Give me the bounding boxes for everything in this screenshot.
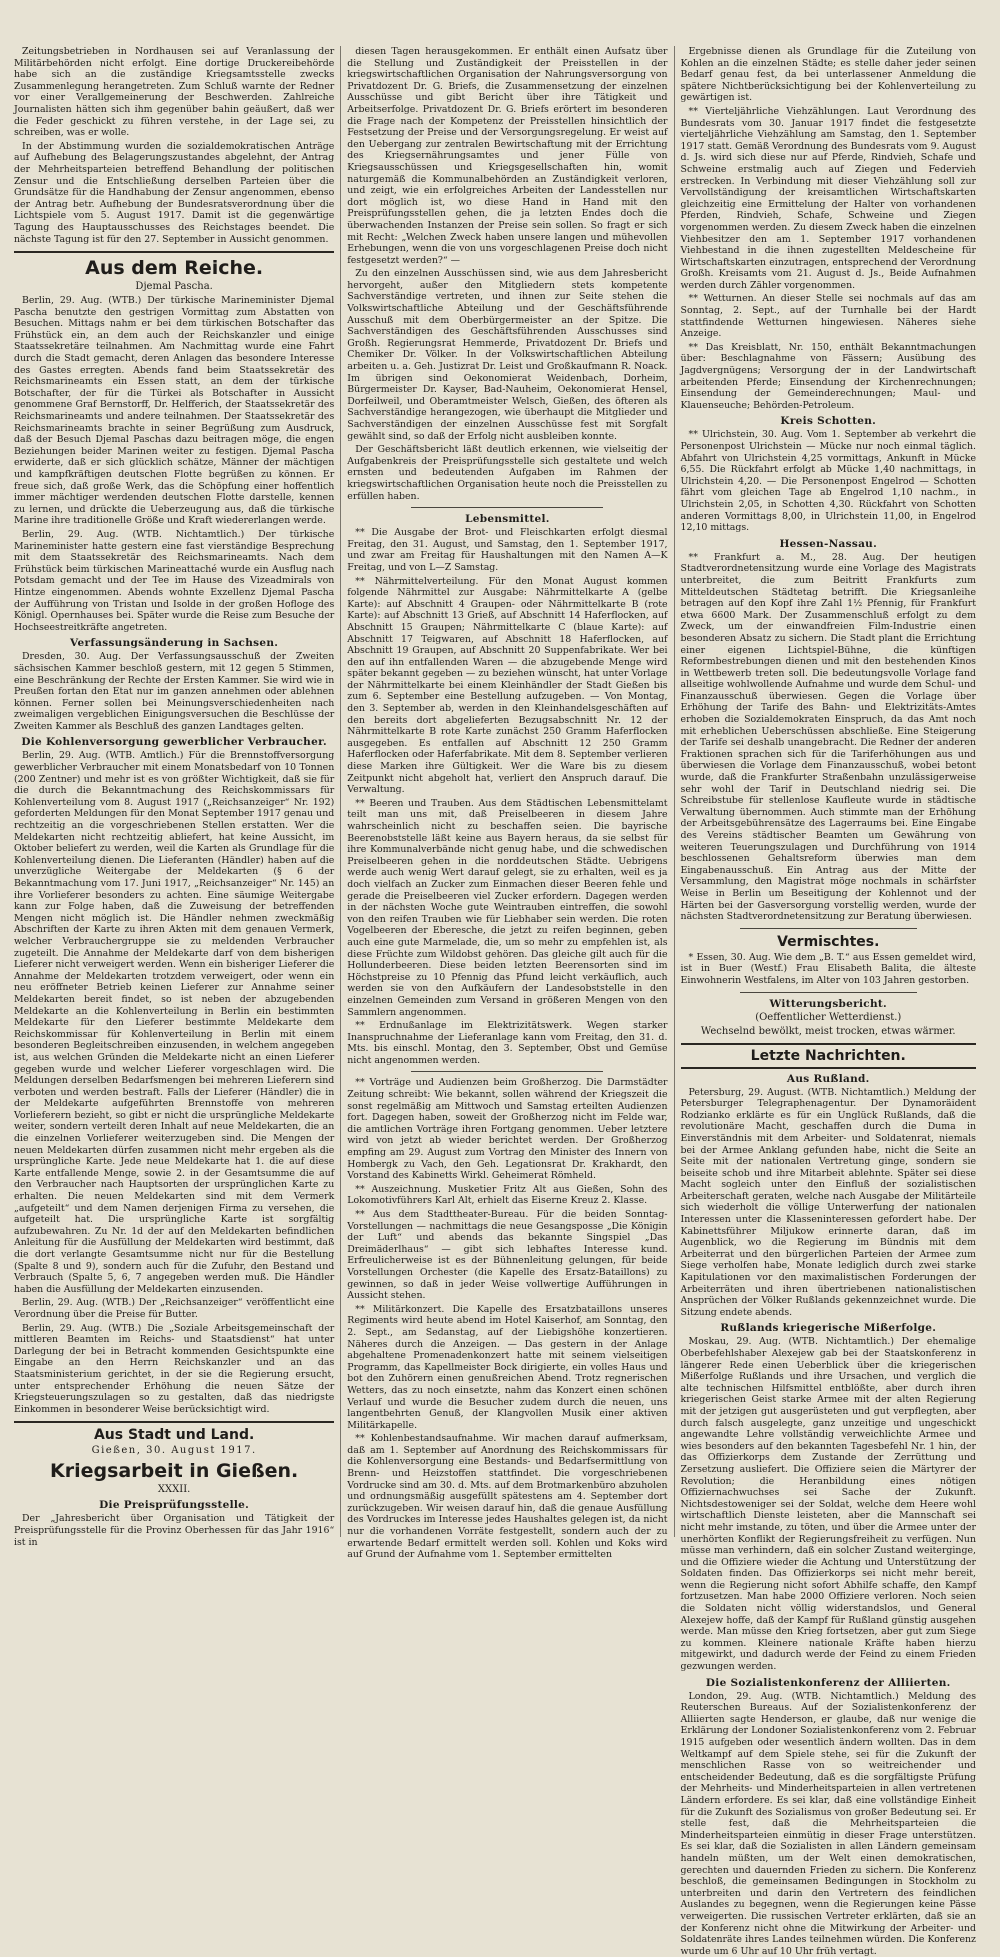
divider bbox=[411, 1071, 603, 1072]
dateline: Gießen, 30. August 1917. bbox=[91, 1445, 257, 1457]
article-naehrmittel: ** Nährmittelverteilung. Für den Monat August kommen folgende Nährmittel zur Ausgabe: Nährmittelkarte A (gelbe Karte): auf Abschnitt 4 Graupen- oder Nährmittelkarte B (rote Karte): auf Abschnitt 13 Grieß, auf Abschnitt 14 Haferflocken, auf Abschnitt 15 Graupen; Nährmittelkarte C (blaue Karte): auf Abschnitt 17 Teigwaren, auf Abschnitt 18 Haferflocken, auf Abschnitt 19 Graupen, auf Abschnitt 20 Suppenfabrikate. Wer bei den auf ihn entfallenden Waren — die abzugebende Menge wird später bekannt gegeben — zu beziehen wünscht, hat unter Vorlage der Nährmittelkarte bei einem Kleinhändler der Stadt Gießen bis zum 6. September eine Bestellung aufzugeben. — Von Montag, den 3. September ab, werden in den Kleinhandelsgeschäften auf den bereits dort abgelieferten Bezugsabschnitt Nr. 12 der Nährmittelkarte B rote Karte zunächst 250 Gramm Haferflocken ausgegeben. Es entfallen auf Abschnitt 12 250 Gramm Haferflocken oder Haferfabrikate. Mit dem 8. September verlieren diese Marken ihre Gültigkeit. Wer die Ware bis zu diesem Zeitpunkt nicht abgeholt hat, verliert den Anspruch darauf. Die Verwaltung. bbox=[347, 575, 668, 796]
article-zensur-vote: In der Abstimmung wurden die sozialdemokratischen Anträge auf Aufhebung des Belagerungszustandes abgelehnt, der Antrag der Mehrheitsparteien betreffend Behandlung der politischen Zensur und die Entschließung derselben Parteien über die Grundsätze für die Handhabung der Zensur angenommen, ebenso der Antrag betr. Aufhebung der Bundesratsverordnung über die Lichtspiele vom 5. August 1917. Damit ist die gegenwärtige Tagung des Hauptausschusses des Reichstages beendet. Die nächste Tagung ist für den 27. September in Aussicht genommen. bbox=[14, 140, 335, 245]
article-viehzaehlung: ** Vierteljährliche Viehzählungen. Laut Verordnung des Bundesrats vom 30. Januar 1917 findet die festgesetzte vierteljährliche Viehzählung am Samstag, den 1. September 1917 statt. Gemäß Verordnung des Bundesrats vom 9. August d. Js. wird sich diese nur auf Pferde, Rindvieh, Schafe und Schweine erstmalig auch auf Ziegen und Federvieh erstrecken. In Verbindung mit dieser Viehzählung soll zur Vervollständigung der kreisamtlichen Wirtschaftskarten gleichzeitig eine Ermittelung der Halter von vorhandenen Pferden, Rindvieh, Schafe, Schweine und Ziegen vorgenommen werden. Zu diesem Zweck haben die einzelnen Viehbesitzer den am 1. September 1917 vorhandenen Viehbestand in die ihnen zugestellten Meldescheine für Wirtschaftskarten einzutragen, entsprechend der Verordnung Großh. Kreisamts vom 21. August d. Js., Beide Aufnahmen werden durch Zähler vorgenommen. bbox=[680, 105, 976, 291]
divider bbox=[740, 928, 917, 929]
article-djemal-2: Berlin, 29. Aug. (WTB. Nichtamtlich.) Der türkische Marineminister hatte gestern eine fast vierständige Besprechung mit dem Staatssekretär des Reichsmarineamts. Nach dem Frühstück beim türkischen Marineattaché wurde ein Ausflug nach Potsdam gemacht und der Tee im Hause des Vizeadmirals von Hintze eingenommen. Abends wohnte Exzellenz Djemal Pascha der Aufführung von Tristan und Isolde in der großen Hofloge des Königl. Opernhauses bei. Später wurde die Reise zum Besuche der Hochseestreitkräfte angetreten. bbox=[14, 528, 335, 633]
article-kohle-3: Berlin, 29. Aug. (WTB.) Die „Soziale Arbeitsgemeinschaft der mittleren Beamten im Reichs- und Staatsdienst“ hat unter Darlegung der bei in Betracht kommenden Gesichtspunkte eine Eingabe an den Herrn Reichskanzler und an das Staatsministerium gerichtet, in der sie die Regierung ersucht, unter entsprechender Erhöhung die neuen Sätze der Kriegsteuerungszulagen so zu gestalten, daß das niedrigste Einkommen in besonderer Weise berücksichtigt wird. bbox=[14, 1322, 335, 1415]
article-djemal-1: Berlin, 29. Aug. (WTB.) Der türkische Marineminister Djemal Pascha benutzte den gestrigen Vormittag zum Abstatten von Besuchen. Mittags nahm er bei dem türkischen Botschafter das Frühstück ein, an dem auch der Reichskanzler und einige Staatssekretäre teilnahmen. Am Nachmittag wurde eine Fahrt durch die Stadt gemacht, deren Anlagen das besondere Interesse des Gastes erregten. Abends fand beim Staatssekretär des Reichsmarineamts ein Essen statt, an dem der türkische Botschafter, der für die Türkei als Botschafter in Aussicht genommene Graf Bernstorff, Dr. Helfferich, der Staatssekretär des Reichsmarineamts und andere teilnahmen. Der Staatssekretär des Reichsmarineamts brachte in seiner Begrüßung zum Ausdruck, daß der Besuch Djemal Paschas dazu beitragen möge, die engen Beziehungen beider Marinen weiter zu festigen. Djemal Pascha erwiderte, daß er sich glücklich schätze, Männer der mächtigen und kampfkräftigen deutschen Flotte begrüßen zu können. Er freue sich, daß große Werk, das die Schöpfung einer hoffentlich immer mächtiger werdenden deutschen Flotte darstelle, kennen zu lernen, und drückte die Ueberzeugung aus, daß die türkische Marine ihre traditionelle Größe und Kraft wiedererlangen werde. bbox=[14, 295, 335, 527]
divider bbox=[411, 507, 603, 508]
headline-lebensmittel: Lebensmittel. bbox=[465, 513, 550, 526]
article-frankfurt: ** Frankfurt a. M., 28. Aug. Der heutigen Stadtverordnetensitzung wurde eine Vorlage des Magistrats unterbreitet, die zum Beitritt Frankfurts zum Mitteldeutschen Städtetag betrifft. Die Kriegsanleihe betragen auf den Kopf ihre Zahl 1½ Pfennig, für Frankfurt etwa 6600 Mark. Der Zusammenschluß erfolgt zu dem Zweck, um der einwandfreien Film-Industrie einen besonderen Absatz zu sichern. Die Stadt plant die Errichtung einer eigenen Lichtspiel-Bühne, die künftigen Reformbestrebungen dienen und mit den bestehenden Kinos in Wettbewerb treten soll. Die bedeutungsvolle Vorlage fand allseitige wohlwollende Aufnahme und wurde dem Schul- und Finanzausschuß überwiesen. Gegen die Vorlage über Erhöhung der Tarife des Bahn- und Elektrizitäts-Amtes erhoben die Sozialdemokraten Einspruch, da das Amt noch mit erheblichen Ueberschüssen abschließe. Eine Steigerung der Tarife sei deshalb unangebracht. Die Redner der anderen Fraktionen sprachen sich für die Tariferhöhungen aus und überwiesen die Vorlage dem Finanzausschuß, wobei betont wurde, daß die Frankfurter Straßenbahn unzulässigerweise sehr wohl der Tarif in Deutschland niedrig sei. Die Schreibstube für stellenlose Kaufleute wurde in städtische Verwaltung übernommen. Auch stimmte man der Erhöhung der Arbeitsgebührensätze des Lagerraums bei. Eine Eingabe des Vereins städtischer Beamten um Gewährung von weiteren Teuerungszulagen und Durchführung von 1914 beschlossenen Gehaltsreform überwies man dem Eingabenausschuß. Ein Antrag aus der Mitte der Versammlung, den Magistrat möge nochmals in schärfster Weise in Berlin um Beseitigung der Kohlennot und der Härten bei der Gasversorgung vorstellig werden, wurde der nächsten Stadtverordnetensitzung zur Beratung überwiesen. bbox=[680, 551, 976, 923]
series-number: XXXII. bbox=[157, 1484, 191, 1496]
article-moskau: Moskau, 29. Aug. (WTB. Nichtamtlich.) Der ehemalige Oberbefehlshaber Alexejew gab bei der Staatskonferenz in längerer Rede einen Ueberblick über die kriegerischen Mißerfolge Rußlands und ihre Ursachen, und verglich die alte technischen Hilfsmittel entblößte, aber durch ihren kriegerischen Geist starke Armee mit der alten Regierung mit der jetzigen gut ausgerüsteten und gut verpflegten, aber durch falsch ausgelegte, ganz unzeitige und ungeschickt angewandte Lehre vollständig verweichlichte Armee und wies besonders auf den bekannten Tagesbefehl Nr. 1 hin, der das Offizierkorps dem Zustande der Zerrüttung und Zersetzung ausliefert. Die Offiziere seien die Märtyrer der Revolution; die Heranbildung eines nötigen Offiziernachwuchses sei Sache der Zukunft. Nichtsdestoweniger sei der Soldat, welche dem Heere wohl wirtschaftlich Dienste leisteten, aber die Mannschaft sei nicht mehr imstande, zu töten, und über die Armee unter der unerhörten Konflikt der Regierungsfreiheit zu verfügen. Nun müsse man verhindern, daß ein solcher Zustand weiterginge, und die Offiziere wieder die Achtung und Unterstützung der Soldaten finden. Das Offizierkorps sei nicht mehr bereit, wenn die Regierung nicht sofort Abhilfe schaffe, den Kampf fortzusetzen. Man habe 2000 Offiziere verloren. Noch seien die Soldaten nicht völlig widerstandslos, und General Alexejew hoffe, daß der Kampf für Rußland günstig ausgehen werde. Man müsse den Krieg fortsetzen, aber gut zum Siege zu kommen. Kleinere nationale Kräfte haben hierzu mitgewirkt, und dadurch werde der Feind zu einem Frieden gezwungen werden. bbox=[680, 1336, 976, 1673]
headline-witterung-sub: (Oeffentlicher Wetterdienst.) bbox=[755, 1011, 902, 1023]
article-essen: * Essen, 30. Aug. Wie dem „B. T.“ aus Essen gemeldet wird, ist in Buer (Westf.) Frau Elisabeth Balita, die älteste Einwohnerin Westfalens, im Alter von 103 Jahren gestorben. bbox=[680, 951, 976, 986]
article-grossherzog: ** Vorträge und Audienzen beim Großherzog. Die Darmstädter Zeitung schreibt: Wie bekannt, sollen während der Kriegszeit die sonst regelmäßig am Mittwoch und Samstag erteilten Audienzen fort. Dagegen haben, soweit der Großherzog nicht im Felde war, die amtlichen Vorträge ihren Fortgang genommen. Ueber letztere wird von jetzt ab wieder berichtet werden. Der Großherzog empfing am 29. August zum Vortrag den Minister des Innern von Hombergk zu Vach, den Geh. Legationsrat Dr. Krakhardt, den Vorstand des Kabinetts Wirkl. Geheimerat Römheld. bbox=[347, 1077, 668, 1182]
article-auszeichnung: ** Auszeichnung. Musketier Fritz Alt aus Gießen, Sohn des Lokomotivführers Karl Alt, erhielt das Eiserne Kreuz 2. Klasse. bbox=[347, 1183, 668, 1207]
column-3 bbox=[675, 46, 982, 1957]
article-brotkarten: ** Die Ausgabe der Brot- und Fleischkarten erfolgt diesmal Freitag, den 31. August, und Samstag, den 1. September 1917, und zwar am Freitag für Haushaltungen mit den Namen A—K Freitag, und von L—Z Samstag. bbox=[347, 527, 668, 573]
column-1 bbox=[8, 46, 341, 1548]
section-divider bbox=[14, 1421, 334, 1423]
article-petersburg: Petersburg, 29. August. (WTB. Nichtamtlich.) Meldung der Petersburger Telegraphenagentur. Der Dynamoräident Rodzianko erklärte es für ein Unglück Rußlands, daß die revolutionäre Macht, geschaffen durch die Duma in Einverständnis mit dem Arbeiter- und Soldatenrat, niemals bei der Armee Anklang gefunden habe, nicht die Seite an Seite mit der nationalen Vertretung ginge, sondern sie beiseite schob und ihre Mitarbeit ablehnte. Später sei diese Macht sogleich unter den Einfluß der sozialistischen Arbeiterschaft geraten, welche nach Ausgabe der Militärteile sich wiederholt die völlige Unterwerfung der nationalen Interessen unter die Klasseninteressen gefordert habe. Der Kabinettsführer Miljukow erinnerte daran, daß im Augenblick, wo die Regierung im Bündnis mit dem Arbeiterrat und den bürgerlichen Parteien der Armee zum Siege verholfen habe, Monate lediglich durch zwei starke Kapitulationen vor den maximalistischen Forderungen der Arbeiterräten und ihren übertriebenen nationalistischen Ansprüchen der Völker Rußlands gekennzeichnet wurde. Die Sitzung endete abends. bbox=[680, 1086, 976, 1318]
article-preispruefung-1: diesen Tagen herausgekommen. Er enthält einen Aufsatz über die Stellung und Zuständigkeit der Preisstellen in der kriegswirtschaftlichen Organisation der Nahrungsversorgung von Privatdozent Dr. G. Briefs, die Zusammensetzung der einzelnen Ausschüsse und gibt Bericht über ihre Tätigkeit und Arbeitserfolge. Privatdozent Dr. G. Briefs erörtert im besonderen die Frage nach der Kompetenz der Preisstellen hinsichtlich der Festsetzung der Preise und der Versorgungsregelung. Er weist auf den Uebergang zur zentralen Bewirtschaftung mit der Errichtung des Kriegsernährungsamtes und jener Fülle von Kriegsausschüssen und Kriegsgesellschaften hin, womit naturgemäß die Kommunalbehörden an Zuständigkeit verloren, und zeigt, wie ein erfolgreiches Arbeiten der Landesstellen nur dort möglich ist, wo diese Hand in Hand mit den Preisprüfungsstellen gehen, die ja letzten Endes doch die überwachenden Instanzen der Preise sein sollen. So fragt er sich mit Recht: „Welchen Zweck haben unsere langen und mühevollen Erhebungen, wenn die von uns vorgeschlagenen Preise doch nicht festgesetzt werden?“ — bbox=[347, 46, 668, 266]
headline-russland-misserfolge: Rußlands kriegerische Mißerfolge. bbox=[720, 1322, 937, 1335]
article-wetturnen: ** Wetturnen. An dieser Stelle sei nochmals auf das am Sonntag, 2. Sept., auf der Turnhalle bei der Hardt stattfindende Wetturnen hingewiesen. Näheres siehe Anzeige. bbox=[680, 293, 976, 340]
article-kohlenbestand-end: Ergebnisse dienen als Grundlage für die Zuteilung von Kohlen an die einzelnen Städte; es stelle daher jeder seinen Bedarf genau fest, da bei unterlassener Anmeldung die spätere Nichtberücksichtigung bei der Kohlenverteilung zu gewärtigen ist. bbox=[680, 46, 976, 104]
headline-letzte-nachrichten: Letzte Nachrichten. bbox=[750, 1047, 906, 1064]
headline-djemal: Djemal Pascha. bbox=[135, 281, 213, 293]
section-divider bbox=[14, 251, 334, 253]
article-zensur-end: Zeitungsbetrieben in Nordhausen sei auf Veranlassung der Militärbehörden nicht erfolgt. Eine dortige Druckereibehörde habe sich an die zuständige Kriegsamtsstelle zwecks Zusammenlegung herangetreten. Zum Schluß warnte der Redner vor einer Verallgemeinerung der Beschwerden. Zahlreiche Journalisten hätten sich ihm gegenüber bahin geäußert, daß wer die Feder geschickt zu führen verstehe, in der Lage sei, zu schreiben, was er wolle. bbox=[14, 46, 335, 139]
article-stadttheater: ** Aus dem Stadttheater-Bureau. Für die beiden Sonntag-Vorstellungen — nachmittags die neue Gesangsposse „Die Königin der Luft“ und abends das bekannte Singspiel „Das Dreimäderlhaus“ — gibt sich lebhaftes Interesse kund. Erfreulicherweise ist es der Bühnenleitung gelungen, für beide Vorstellungen Orchester (die Kapelle des Ersatz-Bataillons) zu gewinnen, so daß in jeder Weise vollwertige Aufführungen in Aussicht stehen. bbox=[347, 1209, 668, 1302]
article-preispruefung-3: Der Geschäftsbericht läßt deutlich erkennen, wie vielseitig der Aufgabenkreis der Preisprüfungsstelle sich gestaltete und welch ernsten und bedeutenden Aufgaben im Rahmen der kriegswirtschaftlichen Organisation heute noch die Preisstellen zu erfüllen haben. bbox=[347, 444, 668, 502]
headline-witterung: Witterungsbericht. bbox=[769, 997, 888, 1010]
divider bbox=[740, 992, 917, 993]
section-title-reich: Aus dem Reiche. bbox=[85, 257, 264, 280]
article-preispruefung-start: Der „Jahresbericht über Organisation und Tätigkeit der Preisprüfungsstelle für die Provinz Oberhessen für das Jahr 1916“ ist in bbox=[14, 1513, 335, 1548]
headline-sozialistenkonferenz: Die Sozialistenkonferenz der Alliierten. bbox=[705, 1676, 951, 1689]
section-title-stadt: Aus Stadt und Land. bbox=[93, 1427, 255, 1444]
article-ulrichstein: ** Ulrichstein, 30. Aug. Vom 1. September ab verkehrt die Personenpost Ulrichstein — Mücke nur noch einmal täglich. Abfahrt von Ulrichstein 4,25 vormittags, Ankunft in Mücke 6,55. Die Rückfahrt erfolgt ab Mücke 1,40 nachmittags, in Ulrichstein 4,20. — Die Personenpost Engelrod — Schotten fährt vom gleichen Tage ab Engelrod 1,10 nachm., in Ulrichstein 2,05, in Schotten 4,30. Rückfahrt von Schotten anderen Vormittags 8,00, in Ulrichstein 11,00, in Engelrod 12,10 mittags. bbox=[680, 429, 976, 534]
article-erdnussanlage: ** Erdnußanlage im Elektrizitätswerk. Wegen starker Inanspruchnahme der Lieferanlage kann vom Freitag, den 31. d. Mts. bis einschl. Montag, den 3. September, Obst und Gemüse nicht angenommen werden. bbox=[347, 1020, 668, 1066]
article-kohlenbestand: ** Kohlenbestandsaufnahme. Wir machen darauf aufmerksam, daß am 1. September auf Anordnung des Reichskommissars für die Kohlenversorgung eine Bestands- und Bedarfsermittlung von Brenn- und Heizstoffen stattfindet. Die vorgeschriebenen Vordrucke sind am 30. d. Mts. auf dem Brotmarkenbüro abzuholen und ordnungsmäßig ausgefüllt spätestens am 4. September dort zurückzugeben. Wir weisen darauf hin, daß die genaue Ausfüllung des Vordruckes im Interesse jedes Haushaltes gelegen ist, da nicht nur die vorhandenen Vorräte festgestellt, sondern auch der zu erwartende Bedarf ermittelt werden soll. Kohlen und Koks wird auf Grund der Aufnahme vom 1. September ermittelten bbox=[347, 1433, 668, 1561]
headline-russland: Aus Rußland. bbox=[786, 1072, 870, 1085]
headline-preispruefung: Die Preisprüfungsstelle. bbox=[99, 1499, 250, 1512]
section-box-letzte bbox=[681, 1043, 976, 1069]
headline-kriegsarbeit: Kriegsarbeit in Gießen. bbox=[50, 1460, 299, 1483]
article-beeren: ** Beeren und Trauben. Aus dem Städtischen Lebensmittelamt teilt man uns mit, daß Preiselbeeren in diesem Jahre wahrscheinlich nicht zu beschaffen seien. Die bayrische Beerenobststelle läßt keine aus Bayern heraus, da sie selbst für ihre Kommunalverbände nicht genug habe, und die schwedischen Preiselbeeren gehen in die norddeutschen Städte. Uebrigens werde auch wenig Wert darauf gelegt, sie zu erhalten, weil es ja doch vielfach an Zucker zum Einmachen dieser Beeren fehle und gerade die Preiselbeeren viel Zucker erfordern. Dagegen werden in der nächsten Woche gute Weintrauben eintreffen, die sowohl von den reifen Trauben wie für Liebhaber sein werden. Die roten Vogelbeeren der Eberesche, die jetzt zu reifen beginnen, geben auch eine gute Marmelade, die, um so mehr zu empfehlen ist, als diese Früchte zum Wildobst gehören. Das gleiche gilt auch für die Hollunderbeeren. Diese beiden letzten Beerensorten sind im Höchstpreise zu 10 Pfennig das Pfund leicht verkäuflich, auch werden sie von den Aufkäufern der Landesobststelle in den einzelnen Gemeinden zum Versand in größeren Mengen von den Sammlern angenommen. bbox=[347, 797, 668, 1018]
article-preispruefung-2: Zu den einzelnen Ausschüssen sind, wie aus dem Jahresbericht hervorgeht, außer den Mitgliedern stets kompetente Sachverständige vertreten, und ihnen zur Seite stehen die Volkswirtschaftliche Abteilung und der Geschäftsführende Ausschuß mit dem Oberbürgermeister an der Spitze. Die Sachverständigen des Geschäftsführenden Ausschusses sind Großh. Regierungsrat Hemmerde, Privatdozent Dr. Briefs und Chemiker Dr. Völker. In der Volkswirtschaftlichen Abteilung arbeiten u. a. Geh. Justizrat Dr. Leist und Großkaufmann R. Noack. Im übrigen sind Oekonomierat Weidenbach, Dorheim, Bürgermeister Dr. Kayser, Bad-Nauheim, Oekonomierat Hensel, Dorfeilweil, und Oberamtmeister Welsch, Gießen, des öfteren als Sachverständige herangezogen, wie überhaupt die Mitglieder und Sachverständigen der einzelnen Ausschüsse fest mit Sorgfalt gewählt sind, so daß der Erfolg nicht ausbleiben konnte. bbox=[347, 268, 668, 442]
column-2 bbox=[341, 46, 674, 1561]
article-kohle-1: Berlin, 29. Aug. (WTB. Amtlich.) Für die Brennstoffversorgung gewerblicher Verbraucher mit einem Monatsbedarf von 10 Tonnen (200 Zentner) und mehr ist es von größter Wichtigkeit, daß sie für die durch die Bekanntmachung des Reichskommissars für Kohlenverteilung vom 8. August 1917 („Reichsanzeiger“ Nr. 192) geforderten Meldungen für den Monat September 1917 genau und rechtzeitig an die vorgeschriebenen Stellen erstatten. Wer die Meldekarten nicht rechtzeitig abliefert, hat keine Aussicht, im Oktober beliefert zu werden, weil die Karten als Grundlage für die Kohlenverteilung dienen. Die Lieferanten (Händler) haben auf die unverzügliche Weitergabe der Meldekarten (§ 6 der Bekanntmachung vom 17. Juni 1917, „Reichsanzeiger“ Nr. 145) an ihre Vorlieferer besonders zu achten. Eine säumige Weitergabe kann zur Folge haben, daß die Zuweisung der betreffenden Mengen nicht möglich ist. Die Händler nehmen zweckmäßig Abschriften der Karte zu ihren Akten mit dem genauen Vermerk, welcher Verbrauchergruppe sie zu meldenden Verbraucher zugeteilt. Die Annahme der Meldekarte darf von dem bisherigen Lieferer nicht verweigert werden. Wenn ein bisheriger Lieferer die Annahme der Meldekarten trotzdem verweigert, oder wenn ein neu eröffneter Betrieb keinen Lieferer zur Annahme seiner Meldekarten bereit findet, so ist neben der abzugebenden Meldekarte an die Kohlenverteilung in Berlin ein bestimmten Meldekarte für den Lieferer bestimmte Meldekarte dem Reichskommissar für Kohlenverteilung in Berlin mit einem besonderen Begleitschreiben einzusenden, in welchem angegeben ist, aus welchen Gründen die Meldekarte nicht an einen Lieferer gegeben wurde und welcher Lieferer vorgeschlagen wird. Die Meldungen derselben Bedarfsmengen bei mehreren Lieferern sind verboten und werden bestraft. Falls der Lieferer (Händler) die in der Meldekarte aufgeführten Brennstoffe von mehreren Vorlieferern bezieht, so gibt er nicht die ursprüngliche Meldekarte weiter, sondern verteilt deren Inhalt auf neue Meldekarten, die an die einzelnen Vorlieferer weiterzugeben sind. Die Mengen der neuen Meldekarten dürfen zusammen nicht mehr ergeben als die ursprüngliche Karte. Jede neue Meldekarte hat 1. die auf diese Karte entfallende Menge, sowie 2. in der Gesamtsumme die auf den Verbraucher nach Hauptsorten der ursprünglichen Karte zu erhalten. Die neuen Meldekarten sind mit dem Vermerk „aufgeteilt“ und dem Namen derjenigen Firma zu versehen, die aufgeteilt hat. Die ursprüngliche Karte ist sorgfältig aufzubewahren. Zu Nr. 1d der auf den Meldekarten befindlichen Anleitung für die Ausfüllung der Meldekarten wird bestimmt, daß die dort verlangte Gesamtsumme nicht nur für die Bestellung (Spalte 8 und 9), sondern auch für die Zufuhr, den Bestand und Verbrauch (Spalte 5, 6, 7 angegeben werden muß. Die Händler haben die Ausfüllung der Meldekarten einzusenden. bbox=[14, 750, 335, 1295]
headline-kreis-schotten: Kreis Schotten. bbox=[780, 415, 877, 428]
weather-report: Wechselnd bewölkt, meist trocken, etwas wärmer. bbox=[700, 1025, 956, 1037]
headline-vermischtes: Vermischtes. bbox=[777, 933, 880, 950]
article-kreisblatt: ** Das Kreisblatt, Nr. 150, enthält Bekanntmachungen über: Beschlagnahme von Fässern; Ausübung des Jagdvergnügens; Versorgung der in der Landwirtschaft arbeitenden Pferde; Einsendung der Kirchenrechnungen; Einsendung der Gemeinderechnungen; Maul- und Klauenseuche; Behörden-Petroleum. bbox=[680, 341, 976, 411]
article-kohle-2: Berlin, 29. Aug. (WTB.) Der „Reichsanzeiger“ veröffentlicht eine Verordnung über die Preise für Butter. bbox=[14, 1297, 335, 1320]
article-sachsen: Dresden, 30. Aug. Der Verfassungsausschuß der Zweiten sächsischen Kammer beschloß gestern, mit 12 gegen 5 Stimmen, eine Beschränkung der Rechte der Ersten Kammer. Sie wird wie in Preußen fortan den Etat nur im ganzen annehmen oder ablehnen können. Ferner sollen bei Meinungsverschiedenheiten nach zweimaligen vergeblichen Einigungsversuchen die Beschlüsse der Zweiten Kammer als Beschluß des ganzen Landtages gelten. bbox=[14, 651, 335, 732]
headline-hessen-nassau: Hessen-Nassau. bbox=[779, 537, 878, 550]
headline-kohle: Die Kohlenversorgung gewerblicher Verbraucher. bbox=[21, 736, 327, 749]
article-london: London, 29. Aug. (WTB. Nichtamtlich.) Meldung des Reuterschen Bureaus. Auf der Sozialistenkonferenz der Alliierten sagte Henderson, er glaube, daß nur wenige die Erklärung der Londoner Sozialistenkonferenz vom 2. Februar 1915 aufgeben oder wesentlich ändern wollten. Das in dem Weltkampf auf dem Spiele stehe, sei für die Zukunft der menschlichen Rasse von so weitreichender und entscheidender Bedeutung, daß es die sorgfältigste Prüfung der Mehrheits- und Minderheitsparteien in allen vertretenen Ländern erfordere. Es sei klar, daß eine vollständige Einheit für die Zukunft des Sozialismus von großer Bedeutung sei. Er stelle fest, daß die Mehrheitsparteien die Minderheitsparteien einmütig in dieser Frage unterstützen. Es sei klar, daß die Sozialisten in allen Ländern gemeinsam handeln müßten, um der Welt einen demokratischen, gerechten und dauernden Frieden zu sichern. Die Konferenz beschloß, die gemeinsamen Bedingungen in Stockholm zu unterbreiten und darin den Vertretern des feindlichen Auslandes zu begegnen, wenn die Regierungen keine Pässe verweigerten. Die russischen Vertreter erklärten, daß sie an der Konferenz nicht ohne die Mitwirkung der Arbeiter- und Soldatenräte ihres Landes teilnehmen würden. Die Konferenz wurde um 6 Uhr auf 10 Uhr früh vertagt. bbox=[680, 1690, 976, 1957]
article-militaerkonzert: ** Militärkonzert. Die Kapelle des Ersatzbataillons unseres Regiments wird heute abend im Hotel Kaiserhof, am Sonntag, den 2. Sept., am Sedanstag, auf der Liebigshöhe konzertieren. Näheres durch die Anzeigen. — Das gestern in der Anlage abgehaltene Promenadenkonzert hatte mit seinem vielseitigen Programm, das Kapellmeister Bock dirigierte, ein volles Haus und bot den Zuhörern einen genußreichen Abend. Trotz regnerischen Wetters, das zu noch einsetzte, nahm das Konzert einen schönen Verlauf und wurde die Besucher zudem durch die neuen, uns langentbehrten Genuß, der Klangvollen Musik einer aktiven Militärkapelle. bbox=[347, 1303, 668, 1431]
headline-sachsen: Verfassungsänderung in Sachsen. bbox=[70, 637, 279, 650]
